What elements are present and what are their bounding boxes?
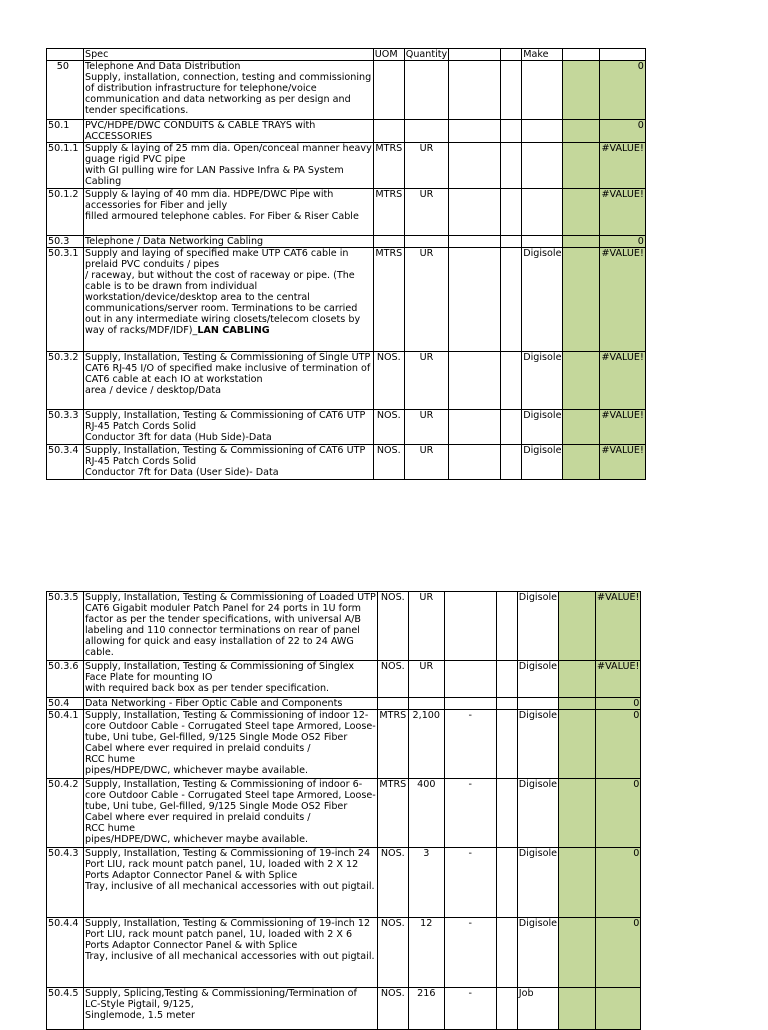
spec-line: Supply & laying of 40 mm dia. HDPE/DWC Pipe with bbox=[85, 189, 334, 200]
item-col6 bbox=[496, 779, 517, 848]
table-row bbox=[47, 236, 646, 248]
item-quantity: UR bbox=[404, 445, 448, 480]
item-quantity bbox=[404, 236, 448, 248]
item-make: Digisole bbox=[517, 592, 558, 661]
item-rate-cell bbox=[559, 918, 596, 988]
item-col5: - bbox=[444, 848, 496, 918]
item-make: Digisole bbox=[522, 352, 563, 410]
item-number: 50.4.1 bbox=[47, 710, 84, 779]
spec-line: Supply, Installation, Testing & Commissioning of Loaded UTP bbox=[85, 592, 376, 603]
item-make: Digisole bbox=[517, 661, 558, 698]
header-quantity: Quantity bbox=[405, 49, 448, 60]
table-row bbox=[47, 710, 641, 779]
item-number: 50.4.4 bbox=[47, 918, 84, 988]
spec-line: cable. bbox=[85, 647, 114, 658]
header-col9 bbox=[600, 49, 645, 61]
spec-line: Telephone / Data Networking Cabling bbox=[85, 236, 264, 247]
spec-line: Supply, installation, connection, testing and commissioning bbox=[85, 72, 372, 83]
item-amount: 0 bbox=[600, 61, 645, 120]
item-spec bbox=[84, 248, 374, 352]
item-spec bbox=[84, 779, 378, 848]
item-col5 bbox=[449, 236, 501, 248]
item-uom: NOS. bbox=[373, 352, 404, 410]
spec-line: Conductor 3ft for data (Hub Side)-Data bbox=[85, 432, 272, 443]
item-rate-cell bbox=[559, 698, 596, 710]
item-col6 bbox=[501, 61, 522, 120]
item-col6 bbox=[501, 248, 522, 352]
spec-line: PVC/HDPE/DWC CONDUITS & CABLE TRAYS with bbox=[85, 120, 316, 131]
item-spec bbox=[84, 236, 374, 248]
spec-line: with required back box as per tender specification. bbox=[85, 683, 330, 694]
spec-line: tender specifications. bbox=[85, 105, 189, 116]
item-amount: #VALUE! bbox=[600, 189, 645, 236]
item-uom bbox=[373, 236, 404, 248]
item-quantity: UR bbox=[404, 143, 448, 189]
spec-line: out in any intermediate wiring closets/telecom closets by bbox=[85, 314, 361, 325]
spec-line: Supply, Splicing,Testing & Commissioning/Termination of bbox=[85, 988, 357, 999]
spec-line: area / device / desktop/Data bbox=[85, 385, 221, 396]
table-row bbox=[47, 918, 641, 988]
item-quantity: UR bbox=[404, 352, 448, 410]
item-spec bbox=[84, 189, 374, 236]
item-spec bbox=[84, 143, 374, 189]
item-uom bbox=[373, 120, 404, 143]
item-quantity: 216 bbox=[408, 988, 444, 1030]
item-amount: #VALUE! bbox=[596, 661, 641, 698]
item-amount: 0 bbox=[596, 779, 641, 848]
item-uom: NOS. bbox=[373, 410, 404, 445]
item-make: Digisole bbox=[517, 918, 558, 988]
item-uom: NOS. bbox=[377, 918, 408, 988]
item-spec bbox=[84, 698, 378, 710]
spec-line: Ports Adaptor Connector Panel & with Splice bbox=[85, 870, 298, 881]
item-uom: NOS. bbox=[373, 445, 404, 480]
item-rate-cell bbox=[563, 189, 600, 236]
item-col5 bbox=[449, 189, 501, 236]
item-spec bbox=[84, 120, 374, 143]
item-spec bbox=[84, 445, 374, 480]
table-row bbox=[47, 988, 641, 1030]
spec-line: Cabel where ever required in prelaid conduits / bbox=[85, 743, 311, 754]
table-row bbox=[47, 410, 646, 445]
item-col5 bbox=[449, 248, 501, 352]
boq-table-1-body bbox=[47, 49, 646, 480]
item-number: 50.3 bbox=[47, 236, 84, 248]
header-row bbox=[47, 49, 646, 61]
item-col6 bbox=[496, 848, 517, 918]
spec-line: RCC hume bbox=[85, 754, 136, 765]
item-spec bbox=[84, 410, 374, 445]
item-spec bbox=[84, 661, 378, 698]
spec-line: factor as per the tender specifications, with universal A/B bbox=[85, 614, 361, 625]
item-rate-cell bbox=[563, 120, 600, 143]
item-amount: #VALUE! bbox=[600, 352, 645, 410]
spec-line: workstation/device/desktop area to the central bbox=[85, 292, 310, 303]
item-quantity: UR bbox=[404, 410, 448, 445]
item-rate-cell bbox=[563, 352, 600, 410]
item-col5 bbox=[449, 143, 501, 189]
spec-line: Supply, Installation, Testing & Commissioning of Single UTP bbox=[85, 352, 371, 363]
spec-line: Port LIU, rack mount patch panel, 1U, loaded with 2 X 12 bbox=[85, 859, 359, 870]
spec-line: Supply and laying of specified make UTP CAT6 cable in bbox=[85, 248, 349, 259]
item-uom: MTRS bbox=[373, 189, 404, 236]
table-row bbox=[47, 779, 641, 848]
spec-line: Supply, Installation, Testing & Commissioning of 19-inch 24 bbox=[85, 848, 371, 859]
item-col6 bbox=[501, 236, 522, 248]
spec-line: allowing for quick and easy installation of 22 to 24 AWG bbox=[85, 636, 354, 647]
item-spec bbox=[84, 988, 378, 1030]
header-sn bbox=[47, 49, 84, 61]
spec-line: Cabling bbox=[85, 176, 122, 187]
spec-line: with GI pulling wire for LAN Passive Infra & PA System bbox=[85, 165, 344, 176]
item-rate-cell bbox=[559, 779, 596, 848]
spec-line: core Outdoor Cable - Corrugated Steel tape Armored, Loose- bbox=[85, 721, 376, 732]
item-make: Digisole bbox=[517, 779, 558, 848]
boq-table-1 bbox=[46, 48, 646, 480]
item-number: 50.3.3 bbox=[47, 410, 84, 445]
spec-line: CAT6 cable at each IO at workstation bbox=[85, 374, 263, 385]
item-spec bbox=[84, 710, 378, 779]
item-col6 bbox=[501, 120, 522, 143]
item-amount: #VALUE! bbox=[596, 592, 641, 661]
item-make bbox=[522, 236, 563, 248]
item-rate-cell bbox=[559, 848, 596, 918]
item-number: 50.3.6 bbox=[47, 661, 84, 698]
spec-bold-text: LAN CABLING bbox=[197, 325, 270, 336]
spec-line: RJ-45 Patch Cords Solid bbox=[85, 456, 197, 467]
item-number: 50.3.4 bbox=[47, 445, 84, 480]
table-row bbox=[47, 189, 646, 236]
item-rate-cell bbox=[563, 445, 600, 480]
item-rate-cell bbox=[563, 143, 600, 189]
table-row bbox=[47, 120, 646, 143]
table-row bbox=[47, 592, 641, 661]
spec-line: CAT6 RJ-45 I/O of specified make inclusive of termination of bbox=[85, 363, 371, 374]
spec-line: RJ-45 Patch Cords Solid bbox=[85, 421, 197, 432]
spec-line: Supply, Installation, Testing & Commissioning of indoor 6- bbox=[85, 779, 363, 790]
item-number: 50.3.5 bbox=[47, 592, 84, 661]
spec-line: LC-Style Pigtail, 9/125, bbox=[85, 999, 194, 1010]
item-quantity bbox=[404, 120, 448, 143]
item-uom: NOS. bbox=[377, 661, 408, 698]
spec-line: of distribution infrastructure for telephone/voice bbox=[85, 83, 317, 94]
item-col5 bbox=[444, 592, 496, 661]
item-spec bbox=[84, 61, 374, 120]
item-make bbox=[517, 698, 558, 710]
header-make: Make bbox=[522, 49, 563, 61]
header-col6 bbox=[501, 49, 522, 61]
item-col6 bbox=[501, 445, 522, 480]
item-amount: 0 bbox=[600, 120, 645, 143]
item-spec bbox=[84, 592, 378, 661]
item-rate-cell bbox=[563, 248, 600, 352]
item-amount: #VALUE! bbox=[600, 410, 645, 445]
spec-line: Singlemode, 1.5 meter bbox=[85, 1010, 195, 1021]
spec-line: Conductor 7ft for Data (User Side)- Data bbox=[85, 467, 279, 478]
item-make: Digisole bbox=[522, 410, 563, 445]
spec-line: labeling and 110 connector terminations on rear of panel bbox=[85, 625, 360, 636]
item-col5 bbox=[449, 445, 501, 480]
item-col6 bbox=[496, 988, 517, 1030]
item-amount: 0 bbox=[596, 710, 641, 779]
item-amount: #VALUE! bbox=[600, 143, 645, 189]
spec-line: Supply, Installation, Testing & Commissioning of CAT6 UTP bbox=[85, 445, 366, 456]
item-amount: 0 bbox=[600, 236, 645, 248]
item-spec bbox=[84, 848, 378, 918]
item-amount: 0 bbox=[596, 698, 641, 710]
item-uom bbox=[377, 698, 408, 710]
item-number: 50.3.2 bbox=[47, 352, 84, 410]
boq-table-2 bbox=[46, 591, 641, 1030]
item-col6 bbox=[501, 410, 522, 445]
item-rate-cell bbox=[559, 710, 596, 779]
item-col5: - bbox=[444, 988, 496, 1030]
item-amount: 0 bbox=[596, 848, 641, 918]
header-uom: UOM bbox=[373, 49, 404, 61]
item-spec bbox=[84, 918, 378, 988]
item-make bbox=[522, 120, 563, 143]
item-rate-cell bbox=[559, 988, 596, 1030]
item-quantity: 12 bbox=[408, 918, 444, 988]
item-uom: NOS. bbox=[377, 848, 408, 918]
spec-line: / raceway, but without the cost of raceway or pipe. (The bbox=[85, 270, 355, 281]
item-rate-cell bbox=[559, 661, 596, 698]
item-make: Job bbox=[517, 988, 558, 1030]
spec-line: communication and data networking as per design and bbox=[85, 94, 351, 105]
item-quantity: 3 bbox=[408, 848, 444, 918]
table-row bbox=[47, 445, 646, 480]
item-col5 bbox=[444, 661, 496, 698]
spec-line: Tray, inclusive of all mechanical accessories with out pigtail. bbox=[85, 881, 375, 892]
spec-line: way of racks/MDF/IDF)_LAN CABLING bbox=[85, 325, 270, 336]
item-number: 50.4 bbox=[47, 698, 84, 710]
item-col6 bbox=[496, 918, 517, 988]
item-number: 50.1 bbox=[47, 120, 84, 143]
item-make: Digisole bbox=[522, 248, 563, 352]
spec-line: guage rigid PVC pipe bbox=[85, 154, 186, 165]
header-col5 bbox=[449, 49, 501, 61]
table-row bbox=[47, 848, 641, 918]
item-uom bbox=[373, 61, 404, 120]
header-spec: Spec bbox=[84, 49, 374, 61]
table-row bbox=[47, 698, 641, 710]
item-make: Digisole bbox=[522, 445, 563, 480]
spec-line: Supply, Installation, Testing & Commissioning of indoor 12- bbox=[85, 710, 369, 721]
spec-line: communications/server room. Terminations to be carried bbox=[85, 303, 358, 314]
spec-line: Cabel where ever required in prelaid conduits / bbox=[85, 812, 311, 823]
item-number: 50.1.2 bbox=[47, 189, 84, 236]
spec-line: tube, Uni tube, Gel-filled, 9/125 Single Mode OS2 Fiber bbox=[85, 732, 348, 743]
item-amount: 0 bbox=[596, 918, 641, 988]
item-col5 bbox=[449, 61, 501, 120]
spec-line: Ports Adaptor Connector Panel & with Splice bbox=[85, 940, 298, 951]
spec-line: ACCESSORIES bbox=[85, 131, 153, 142]
spec-line: pipes/HDPE/DWC, whichever maybe available. bbox=[85, 834, 309, 845]
spec-line: Supply & laying of 25 mm dia. Open/conceal manner heavy bbox=[85, 143, 372, 154]
item-quantity: UR bbox=[404, 189, 448, 236]
item-col5 bbox=[449, 410, 501, 445]
spec-line: core Outdoor Cable - Corrugated Steel tape Armored, Loose- bbox=[85, 790, 376, 801]
item-quantity: 400 bbox=[408, 779, 444, 848]
item-uom: MTRS bbox=[373, 143, 404, 189]
item-col5: - bbox=[444, 779, 496, 848]
spec-line: cable is to be drawn from individual bbox=[85, 281, 258, 292]
item-col6 bbox=[496, 661, 517, 698]
item-col6 bbox=[496, 710, 517, 779]
item-number: 50.3.1 bbox=[47, 248, 84, 352]
item-amount: #VALUE! bbox=[600, 445, 645, 480]
table-row bbox=[47, 61, 646, 120]
spec-line: Supply, Installation, Testing & Commissioning of 19-inch 12 bbox=[85, 918, 371, 929]
spec-line: CAT6 Gigabit moduler Patch Panel for 24 ports in 1U form bbox=[85, 603, 361, 614]
item-uom: NOS. bbox=[377, 592, 408, 661]
boq-table-2-body bbox=[47, 592, 641, 1030]
spec-line: Tray, inclusive of all mechanical accessories with out pigtail. bbox=[85, 951, 375, 962]
item-col5 bbox=[444, 698, 496, 710]
item-quantity: 2,100 bbox=[408, 710, 444, 779]
item-quantity bbox=[404, 61, 448, 120]
item-quantity: UR bbox=[404, 248, 448, 352]
spec-line: Port LIU, rack mount patch panel, 1U, loaded with 2 X 6 bbox=[85, 929, 353, 940]
item-col5 bbox=[449, 120, 501, 143]
item-make bbox=[522, 61, 563, 120]
spec-line: tube, Uni tube, Gel-filled, 9/125 Single Mode OS2 Fiber bbox=[85, 801, 348, 812]
item-rate-cell bbox=[563, 61, 600, 120]
item-rate-cell bbox=[563, 236, 600, 248]
spec-line: Face Plate for mounting IO bbox=[85, 672, 213, 683]
item-amount: #VALUE! bbox=[600, 248, 645, 352]
spec-line: prelaid PVC conduits / pipes bbox=[85, 259, 220, 270]
item-col6 bbox=[501, 352, 522, 410]
item-uom: NOS. bbox=[377, 988, 408, 1030]
item-spec bbox=[84, 352, 374, 410]
item-make: Digisole bbox=[517, 848, 558, 918]
spec-line: Supply, Installation, Testing & Commissioning of Singlex bbox=[85, 661, 355, 672]
item-quantity bbox=[408, 698, 444, 710]
item-uom: MTRS bbox=[373, 248, 404, 352]
item-col5 bbox=[449, 352, 501, 410]
item-col6 bbox=[496, 592, 517, 661]
item-uom: MTRS bbox=[377, 779, 408, 848]
table-row bbox=[47, 352, 646, 410]
item-col6 bbox=[501, 143, 522, 189]
table-row bbox=[47, 143, 646, 189]
item-quantity: UR bbox=[408, 661, 444, 698]
spec-line: Data Networking - Fiber Optic Cable and Components bbox=[85, 698, 343, 709]
spec-line: Telephone And Data Distribution bbox=[85, 61, 241, 72]
item-amount bbox=[596, 988, 641, 1030]
item-make: Digisole bbox=[517, 710, 558, 779]
item-number: 50 bbox=[47, 61, 84, 120]
spec-line: Supply, Installation, Testing & Commissioning of CAT6 UTP bbox=[85, 410, 366, 421]
item-col6 bbox=[501, 189, 522, 236]
item-col5: - bbox=[444, 710, 496, 779]
item-rate-cell bbox=[563, 410, 600, 445]
item-uom: MTRS bbox=[377, 710, 408, 779]
item-col5: - bbox=[444, 918, 496, 988]
item-quantity: UR bbox=[408, 592, 444, 661]
item-make bbox=[522, 189, 563, 236]
spec-line: filled armoured telephone cables. For Fiber & Riser Cable bbox=[85, 211, 359, 222]
table-row bbox=[47, 248, 646, 352]
spec-line: pipes/HDPE/DWC, whichever maybe available. bbox=[85, 765, 309, 776]
item-number: 50.4.3 bbox=[47, 848, 84, 918]
item-rate-cell bbox=[559, 592, 596, 661]
item-number: 50.4.2 bbox=[47, 779, 84, 848]
item-number: 50.1.1 bbox=[47, 143, 84, 189]
table-row bbox=[47, 661, 641, 698]
item-col6 bbox=[496, 698, 517, 710]
header-col8 bbox=[563, 49, 600, 61]
spec-line: accessories for Fiber and jelly bbox=[85, 200, 228, 211]
spec-line: RCC hume bbox=[85, 823, 136, 834]
item-make bbox=[522, 143, 563, 189]
item-number: 50.4.5 bbox=[47, 988, 84, 1030]
